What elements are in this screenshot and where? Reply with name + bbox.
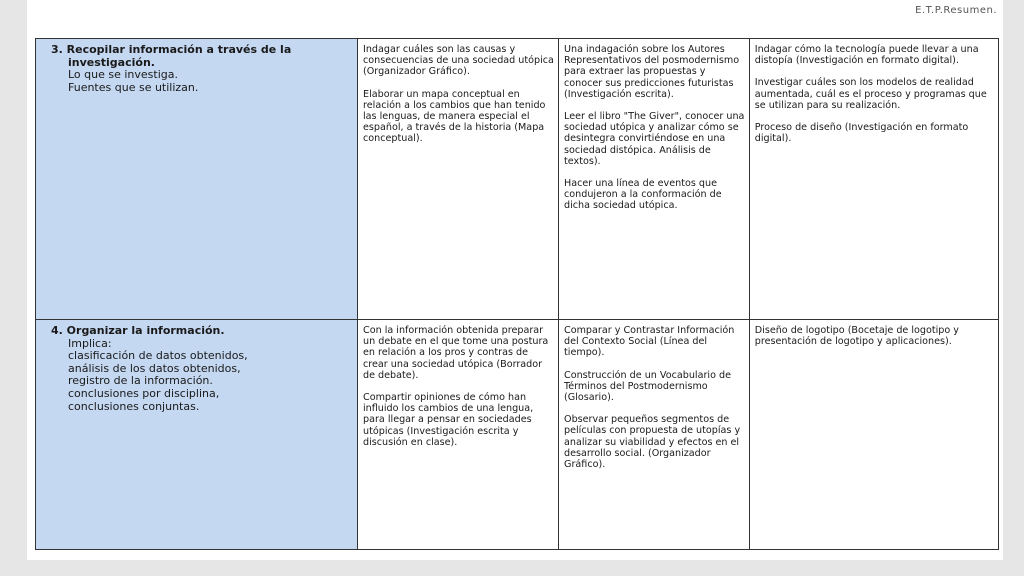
activity-cell <box>358 320 559 550</box>
step-detail: conclusiones conjuntas. <box>68 399 200 413</box>
activity-cell <box>749 39 998 320</box>
activity-text: Leer el libro "The Giver", conocer una sociedad utópica y analizar cómo se desintegra convirtiéndose en una sociedad distópica. Análisis de textos). <box>564 111 745 167</box>
step-title-continued: investigación. <box>68 55 155 69</box>
activity-text: Indagar cómo la tecnología puede llevar a una distopía (Investigación en formato digital). <box>754 44 979 67</box>
header-text: E.T.P.Resumen. <box>915 5 997 16</box>
table-row <box>36 39 999 320</box>
step-detail: registro de la información. <box>68 374 213 388</box>
activity-text: Con la información obtenida preparar un debate en el que tome una postura en relación a los pros y contras de crear una sociedad utópica (Borrador de debate). <box>363 325 549 381</box>
planning-table <box>35 38 999 550</box>
step-detail: análisis de los datos obtenidos, <box>68 361 241 375</box>
step-detail: Fuentes que se utilizan. <box>68 80 199 94</box>
activity-text: Elaborar un mapa conceptual en relación a los cambios que han tenido las lenguas, de manera especial el español, a través de la historia (Mapa conceptual). <box>363 88 546 145</box>
activity-text: Investigar cuáles son los modelos de realidad aumentada, cuál es el proceso y programas que se utilizan para su realización. <box>754 77 987 111</box>
activity-text: Indagar cuáles son las causas y consecuencias de una sociedad utópica (Organizador Gráfico). <box>363 44 554 78</box>
step-title: 3. Recopilar información a través de la <box>51 43 292 56</box>
step-detail: clasificación de datos obtenidos, <box>68 349 248 363</box>
step-cell <box>36 320 358 550</box>
activity-text: Observar pequeños segmentos de películas con propuesta de utopías y analizar su viabilidad y efectos en el desarrollo social. (Organizador Gráfico). <box>564 414 741 471</box>
activity-text: Una indagación sobre los Autores Representativos del posmodernismo para extraer las propuestas y conocer sus predicciones futuristas (Investigación escrita). <box>564 44 740 100</box>
activity-cell <box>749 320 998 550</box>
activity-text: Proceso de diseño (Investigación en formato digital). <box>754 122 969 145</box>
step-detail: Implica: <box>68 336 112 350</box>
activity-cell <box>559 320 750 550</box>
slide <box>27 0 1003 560</box>
table-row <box>36 320 999 550</box>
step-detail: Lo que se investiga. <box>68 68 178 82</box>
activity-text: Diseño de logotipo (Bocetaje de logotipo y presentación de logotipo y aplicaciones). <box>754 325 959 348</box>
activity-text: Comparar y Contrastar Información del Contexto Social (Línea del tiempo). <box>564 325 735 359</box>
activity-cell <box>559 39 750 320</box>
activity-text: Hacer una línea de eventos que condujeron a la conformación de dicha sociedad utópica. <box>564 178 722 212</box>
step-detail: conclusiones por disciplina, <box>68 386 220 400</box>
activity-text: Compartir opiniones de cómo han influido los cambios de una lengua, para llegar a pensar en sociedades utópicas (Investigación escrita y discusión en clase). <box>363 392 534 448</box>
activity-text: Construcción de un Vocabulario de Términos del Postmodernismo (Glosario). <box>564 369 731 404</box>
activity-cell <box>358 39 559 320</box>
step-cell <box>36 39 358 320</box>
step-title: 4. Organizar la información. <box>51 324 225 337</box>
